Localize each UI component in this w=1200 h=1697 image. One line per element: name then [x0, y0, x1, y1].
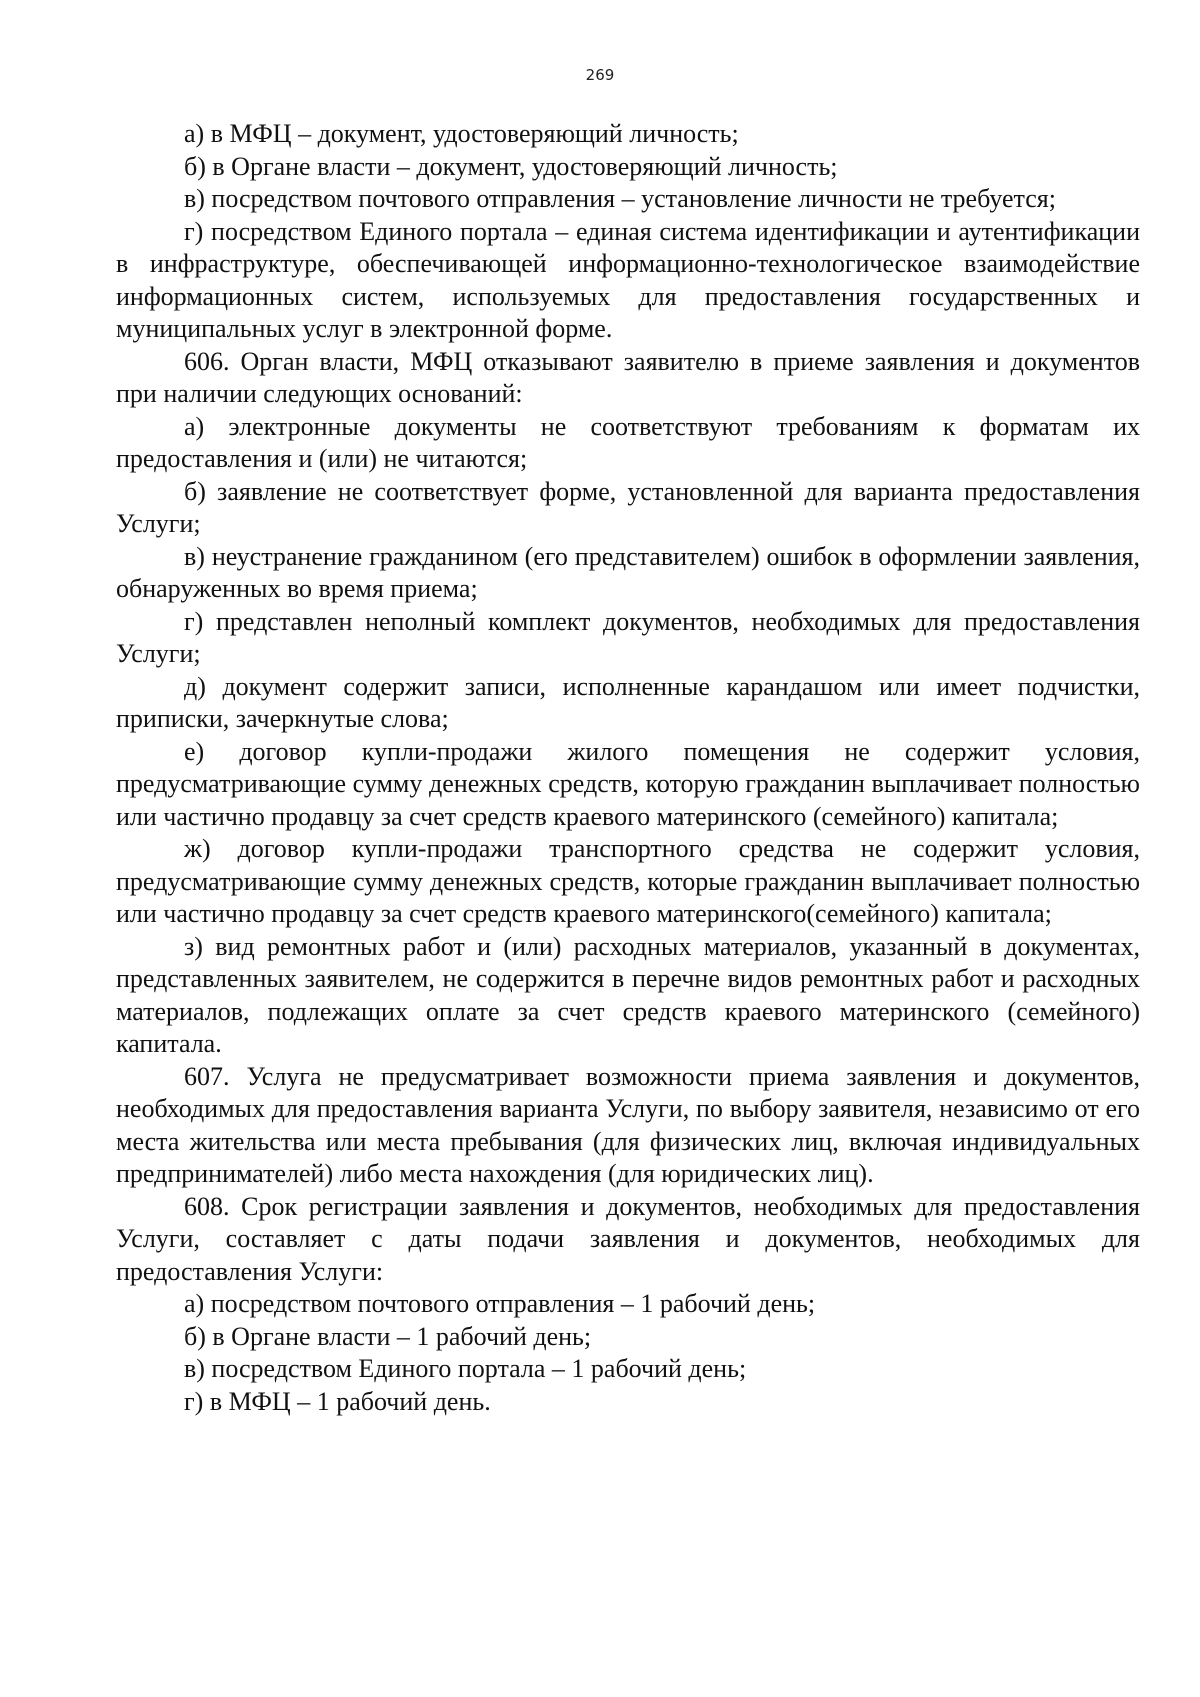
paragraph: б) заявление не соответствует форме, установленной для варианта предоставления Услуги; [116, 476, 1140, 538]
paragraph: з) вид ремонтных работ и (или) расходных материалов, указанный в документах, представленных заявителем, не содержится в перечне видов ремонтных работ и расходных материалов, подлежащих оплате за счет средств краевого материнского (семейного) капитала. [116, 931, 1140, 1058]
paragraph: 608. Срок регистрации заявления и документов, необходимых для предоставления Услуги, составляет с даты подачи заявления и документов, необходимых для предоставления Услуги: [116, 1191, 1140, 1286]
paragraph: б) в Органе власти – 1 рабочий день; [184, 1321, 592, 1351]
paragraph: д) документ содержит записи, исполненные карандашом или имеет подчистки, приписки, зачеркнутые слова; [116, 671, 1140, 733]
paragraph: г) посредством Единого портала – единая система идентификации и аутентификации в инфраструктуре, обеспечивающей информационно-технологическое взаимодействие информационных систем, используемых для предоставления государственных и муниципальных услуг в электронной форме. [116, 216, 1140, 343]
paragraph: 607. Услуга не предусматривает возможности приема заявления и документов, необходимых для предоставления варианта Услуги, по выбору заявителя, независимо от его места жительства или места пребывания (для физических лиц, включая индивидуальных предпринимателей) либо места нахождения (для юридических лиц). [116, 1061, 1140, 1188]
paragraph: б) в Органе власти – документ, удостоверяющий личность; [184, 151, 838, 181]
document-body [116, 118, 1140, 1418]
paragraph: ж) договор купли-продажи транспортного средства не содержит условия, предусматривающие сумму денежных средств, которые гражданин выплачивает полностью или частично продавцу за счет средств краевого материнского(семейного) капитала; [116, 834, 1140, 928]
paragraph: в) посредством Единого портала – 1 рабочий день; [184, 1354, 747, 1383]
paragraph: в) неустранение гражданином (его представителем) ошибок в оформлении заявления, обнаруженных во время приема; [116, 541, 1140, 603]
paragraph: г) в МФЦ – 1 рабочий день. [184, 1386, 491, 1416]
paragraph: а) электронные документы не соответствуют требованиям к форматам их предоставления и (или) не читаются; [116, 411, 1140, 473]
paragraph: а) в МФЦ – документ, удостоверяющий личность; [184, 119, 739, 148]
paragraph: 606. Орган власти, МФЦ отказывают заявителю в приеме заявления и документов при наличии следующих оснований: [116, 346, 1140, 408]
paragraph: г) представлен неполный комплект документов, необходимых для предоставления Услуги; [116, 606, 1140, 668]
page-number: 269 [585, 66, 615, 84]
paragraph: е) договор купли-продажи жилого помещения не содержит условия, предусматривающие сумму денежных средств, которую гражданин выплачивает полностью или частично продавцу за счет средств краевого материнского (семейного) капитала; [116, 736, 1140, 831]
paragraph: а) посредством почтового отправления – 1 рабочий день; [184, 1289, 816, 1318]
paragraph: в) посредством почтового отправления – установление личности не требуется; [184, 184, 1056, 213]
